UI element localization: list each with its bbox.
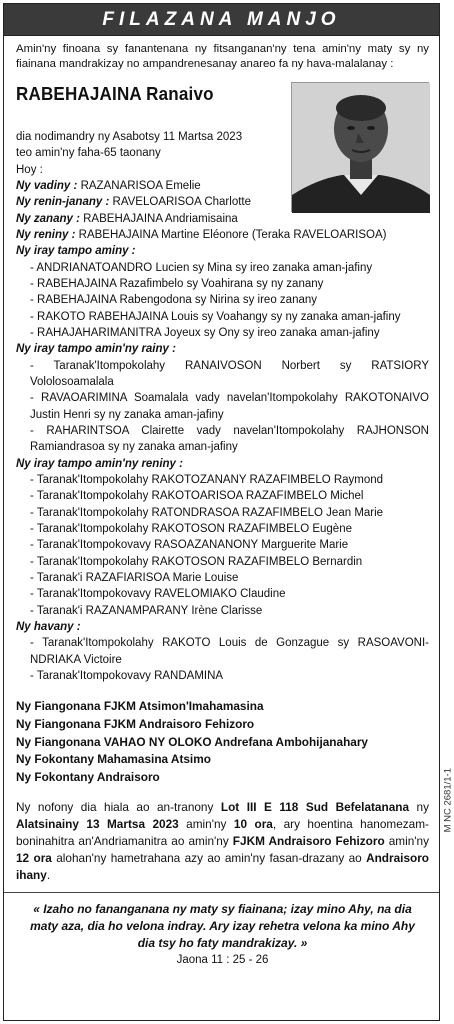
list-item: - Taranak'Itompokolahy RAKOTOARISOA RAZAFIMBELO Michel [30, 490, 364, 503]
funeral-date: Alatsinainy 13 Martsa 2023 [16, 816, 179, 831]
church-line: Ny Fokontany Mahamasina Atsimo [16, 752, 211, 767]
list-item: - Taranak'Itompokolahy RATONDRASOA RAZAFIMBELO Jean Marie [30, 506, 384, 519]
deceased-photo [291, 82, 429, 212]
death-age: teo amin'ny faha-65 taonany [16, 147, 161, 160]
church-line: Ny Fiangonana VAHAO NY OLOKO Andrefana Ambohijanahary [16, 734, 368, 749]
funeral-text: alohan'ny hametrahana azy ao amin'ny fasan-drazany ao [51, 850, 367, 865]
death-date: dia nodimandry ny Asabotsy 11 Martsa 2023 [16, 131, 243, 144]
reference-code: M NC 2681/1-1 [442, 768, 453, 833]
list-item: - RABEHAJAINA Rabengodona sy Nirina sy ireo zanany [30, 294, 318, 307]
portrait-image [292, 83, 430, 213]
hoy-label: Hoy : [16, 163, 43, 176]
list-item: - Taranak'i RAZANAMPARANY Irène Clarisse [30, 604, 263, 617]
zanany-value: RABEHAJAINA Andriamisaina [83, 212, 238, 225]
funeral-text: . [46, 868, 51, 883]
funeral-announcement [16, 799, 429, 884]
havany-label: Ny havany : [16, 620, 81, 633]
funeral-text: amin'ny [384, 833, 429, 848]
reniny-value: RABEHAJAINA Martine Eléonore (Teraka RAVELOARISOA) [78, 229, 387, 242]
list-item: - RAHARINTSOA Clairette vady navelan'Itompokolahy RAJHONSON Ramiandrasoa sy ny zanaka aman-jafiny [30, 424, 429, 454]
list-item: - RAVAOARIMINA Soamalala vady navelan'Itompokolahy RAKOTONAIVO Justin Henri sy ny zanaka aman-jafiny [30, 392, 429, 421]
list-item: - ANDRIANATOANDRO Lucien sy Mina sy ireo zanaka aman-jafiny [30, 261, 373, 274]
renin-janany-value: RAVELOARISOA Charlotte [112, 196, 251, 209]
renin-janany-label: Ny renin-janany : [16, 196, 110, 209]
list-item: - Taranak'Itompokovavy RANDAMINA [30, 669, 224, 682]
church-line: Ny Fiangonana FJKM Atsimon'Imahamasina [16, 699, 264, 714]
church-line: Ny Fokontany Andraisoro [16, 769, 160, 784]
list-item: - Taranak'Itompokolahy RANAIVOSON Norbert sy RATSIORY Vololosoamalala [30, 359, 429, 388]
list-item: - Taranak'Itompokolahy RAKOTOSON RAZAFIMBELO Eugène [30, 522, 352, 535]
list-item: - Taranak'Itompokolahy RAKOTOSON RAZAFIMBELO Bernardin [30, 555, 363, 568]
funeral-text: Ny nofony dia hiala ao an-tranony [16, 799, 221, 814]
church-line: Ny Fiangonana FJKM Andraisoro Fehizoro [16, 716, 255, 731]
list-item: - RAHAJAHARIMANITRA Joyeux sy Ony sy ireo zanaka aman-jafiny [30, 326, 380, 339]
deceased-name: RABEHAJAINA Ranaivo [16, 82, 214, 104]
reniny-row [16, 227, 429, 243]
funeral-address: Lot III E 118 Sud Befelatanana [220, 799, 410, 814]
iray-tampo-rainy-label: Ny iray tampo amin'ny rainy : [16, 343, 176, 356]
funeral-time: 10 ora [233, 816, 273, 831]
iray-tampo-aminy-label: Ny iray tampo aminy : [16, 245, 136, 258]
iray-tampo-reniny-label: Ny iray tampo amin'ny reniny : [16, 457, 183, 470]
obituary-frame [3, 3, 453, 1021]
intro-text: Amin'ny finoana sy fanantenana ny fitsanganan'ny tena amin'ny maty sy ny fiainana mandrakizay no ampandrenesanay anareo fa ny hava-malalanay : [16, 43, 429, 71]
vadiny-value: RAZANARISOA Emelie [80, 180, 201, 193]
list-item: - RABEHAJAINA Razafimbelo sy Voahirana sy ny zanany [30, 278, 324, 290]
funeral-text: , ary hoentina hanomezam-boninahitra an'Andriamanitra ao amin'ny [16, 816, 429, 848]
divider [4, 892, 439, 893]
zanany-row [16, 211, 429, 227]
list-item: - Taranak'Itompokolahy RAKOTO Louis de Gonzague sy RASOAVONI-NDRIAKA Victoire [30, 637, 429, 666]
funeral-text: ny [409, 799, 429, 814]
list-item: - Taranak'Itompokovavy RASOAZANANONY Marguerite Marie [30, 539, 349, 552]
list-item: - Taranak'Itompokolahy RAKOTOZANANY RAZAFIMBELO Raymond [30, 473, 384, 486]
zanany-label: Ny zanany : [16, 212, 80, 225]
page-title: FILAZANA MANJO [4, 4, 439, 36]
list-item: - Taranak'Itompokovavy RAVELOMIAKO Claudine [30, 588, 286, 601]
funeral-time: 12 ora [16, 850, 52, 865]
vadiny-label: Ny vadiny : [16, 180, 78, 193]
bible-quote: « Izaho no fananganana ny maty sy fiainana; izay mino Ahy, na dia maty aza, dia ho velona indray. Ary izay rehetra velona ka mino Ahy dia tsy ho faty mandrakizay. » [30, 902, 415, 950]
reniny-label: Ny reniny : [16, 229, 76, 242]
list-item: - RAKOTO RABEHAJAINA Louis sy Voahangy sy ny zanaka aman-jafiny [30, 310, 401, 323]
funeral-text: amin'ny [178, 816, 234, 831]
obituary-content [4, 36, 453, 968]
bible-verse: Jaona 11 : 25 - 26 [176, 953, 269, 966]
list-item: - Taranak'i RAZAFIARISOA Marie Louise [30, 571, 239, 584]
funeral-church: FJKM Andraisoro Fehizoro [232, 833, 385, 848]
funeral-place: Andraisoro ihany [16, 850, 430, 883]
